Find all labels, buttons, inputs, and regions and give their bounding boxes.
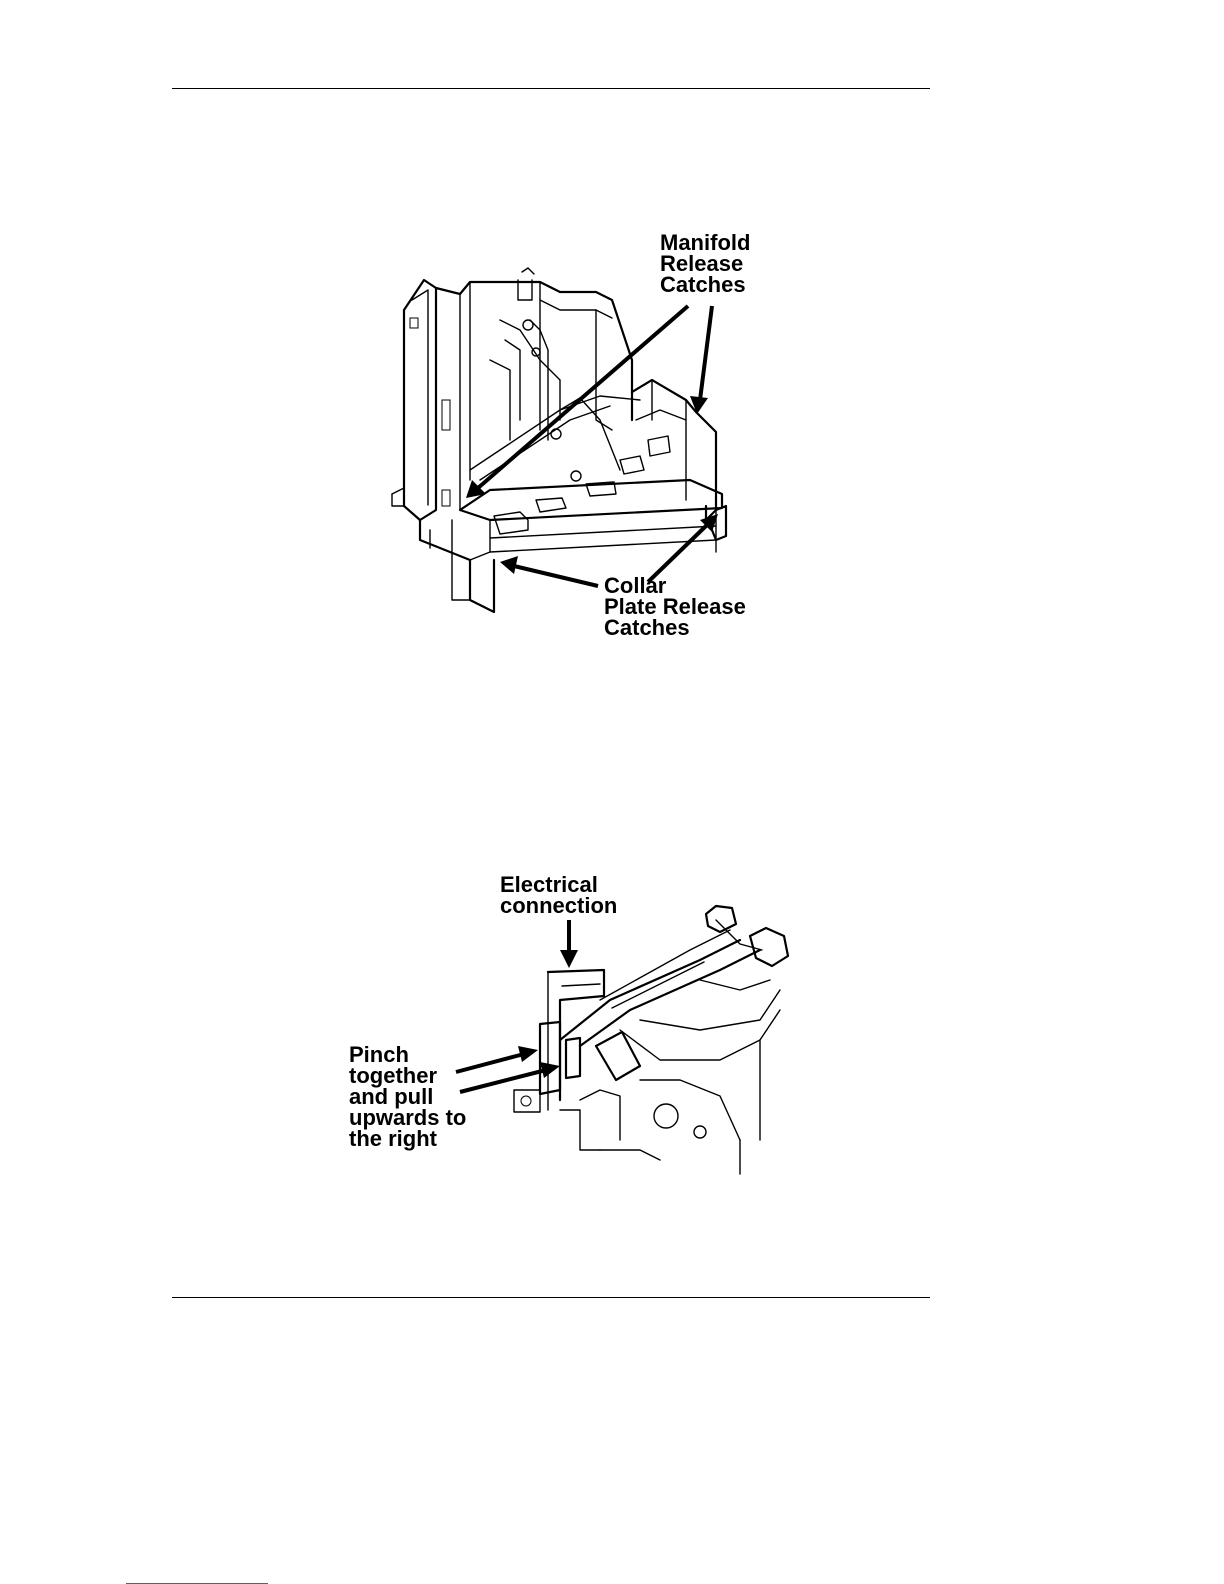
connector-line-art — [514, 906, 788, 1174]
label-collar-plate-release-catches: Collar Plate Release Catches — [604, 573, 746, 640]
footer-rule — [172, 1297, 930, 1298]
label-electrical-connection: Electrical connection — [500, 872, 618, 918]
arrow-electrical-connection — [560, 920, 578, 968]
label-manifold-release-catches: Manifold Release Catches — [660, 230, 751, 297]
arrow-pinch-upper — [456, 1046, 538, 1072]
label-pinch-together-instructions: Pinch together and pull upwards to the right — [349, 1042, 467, 1151]
